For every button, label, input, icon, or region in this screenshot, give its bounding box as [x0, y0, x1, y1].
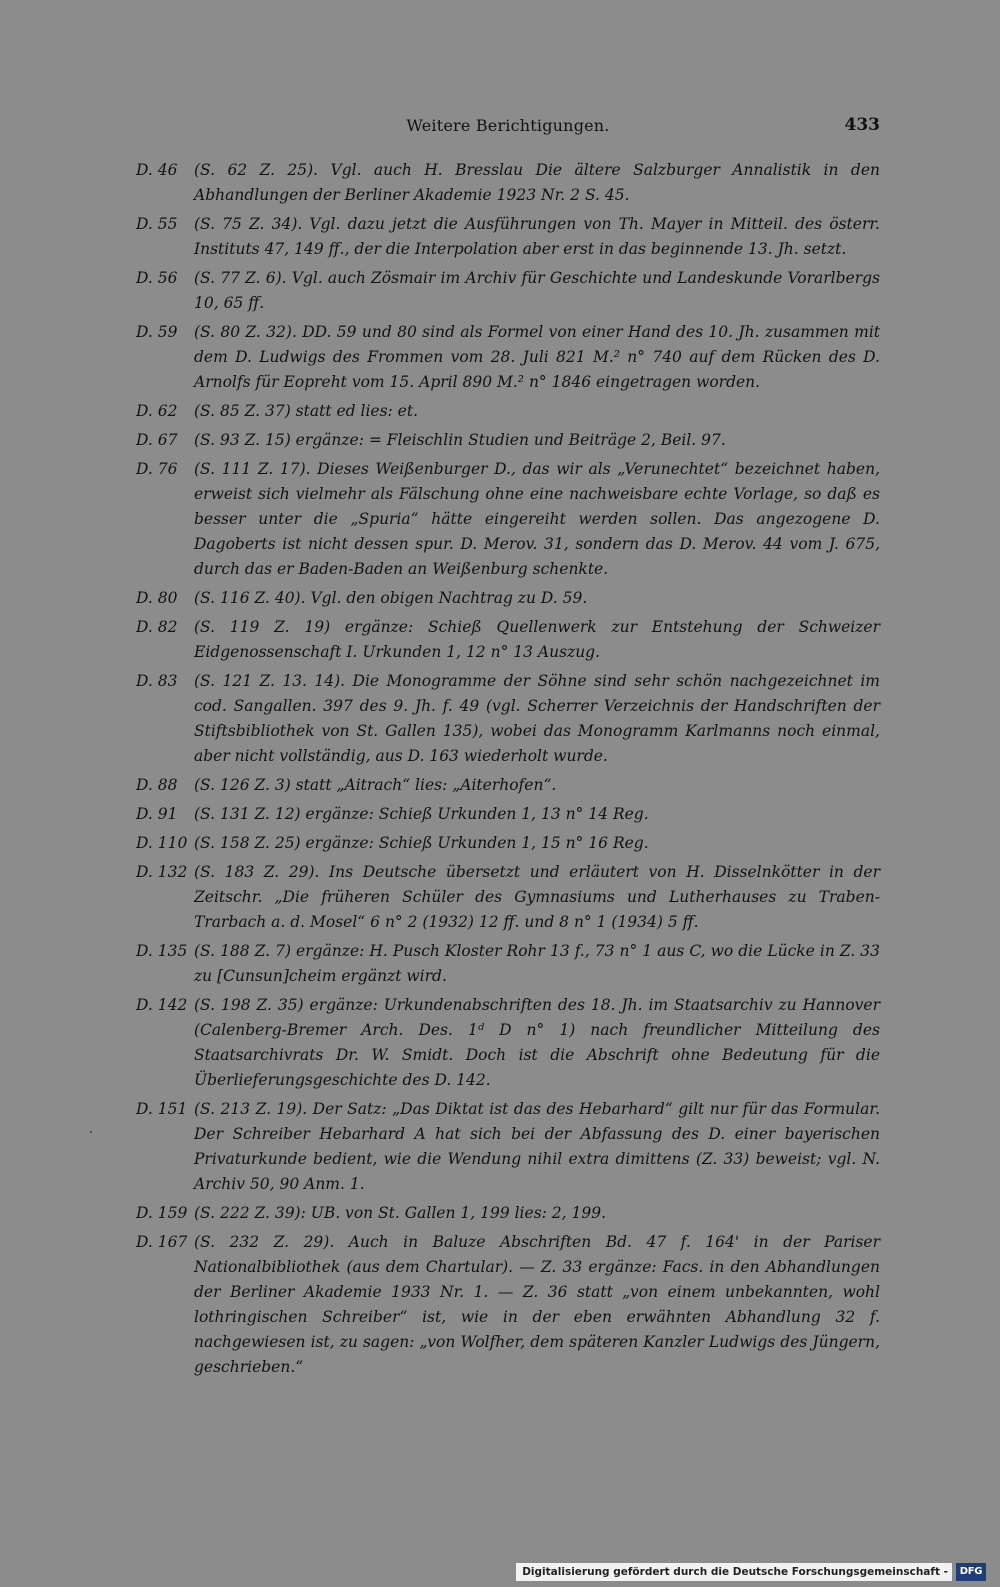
- entry-correction-text: (S. 198 Z. 35) ergänze: Urkundenabschriften des 18. Jh. im Staatsarchiv zu Hannover (Calenberg-Bremer Arch. Des. 1ᵈ D n° 1) nach freundlicher Mitteilung des Staatsarchivrats Dr. W. Smidt. Doch ist die Abschrift ohne Bedeutung für die Überlieferungsgeschichte des D. 142.: [194, 996, 880, 1089]
- entry-diploma-number: D. 159: [136, 1204, 188, 1222]
- correction-entry: [136, 615, 880, 665]
- correction-entry: [136, 939, 880, 989]
- corrections-list: [136, 158, 880, 1384]
- entry-correction-text: (S. 188 Z. 7) ergänze: H. Pusch Kloster Rohr 13 f., 73 n° 1 aus C, wo die Lücke in Z. 33 zu [Cunsun]cheim ergänzt wird.: [194, 942, 880, 985]
- correction-entry: [136, 831, 880, 856]
- entry-correction-text: (S. 111 Z. 17). Dieses Weißenburger D., das wir als „Verunechtet“ bezeichnet haben, erweist sich vielmehr als Fälschung ohne eine nachweisbare echte Vorlage, so daß es besser unter die „Spuria“ hätte eingereiht werden sollen. Das angezogene D. Dagoberts ist nicht dessen spur. D. Merov. 31, sondern das D. Merov. 44 vom J. 675, durch das er Baden-Baden an Weißenburg schenkte.: [194, 460, 880, 578]
- correction-entry: [136, 802, 880, 827]
- entry-diploma-number: D. 46: [136, 161, 178, 179]
- entry-diploma-number: D. 56: [136, 269, 178, 287]
- correction-entry: [136, 669, 880, 769]
- entry-diploma-number: D. 132: [136, 863, 188, 881]
- correction-entry: [136, 399, 880, 424]
- dfg-logo: DFG: [956, 1563, 986, 1581]
- correction-entry: [136, 428, 880, 453]
- correction-entry: [136, 457, 880, 582]
- entry-correction-text: (S. 80 Z. 32). DD. 59 und 80 sind als Formel von einer Hand des 10. Jh. zusammen mit dem D. Ludwigs des Frommen vom 28. Juli 821 M.² n° 740 auf dem Rücken des D. Arnolfs für Eopreht vom 15. April 890 M.² n° 1846 eingetragen worden.: [194, 323, 880, 391]
- entry-correction-text: (S. 93 Z. 15) ergänze: = Fleischlin Studien und Beiträge 2, Beil. 97.: [194, 431, 726, 449]
- correction-entry: [136, 993, 880, 1093]
- digitization-credit-text: Digitalisierung gefördert durch die Deutsche Forschungsgemeinschaft -: [522, 1566, 948, 1578]
- entry-correction-text: (S. 119 Z. 19) ergänze: Schieß Quellenwerk zur Entstehung der Schweizer Eidgenossenschaft I. Urkunden 1, 12 n° 13 Auszug.: [194, 618, 880, 661]
- digitization-credit: [516, 1563, 952, 1581]
- entry-correction-text: (S. 62 Z. 25). Vgl. auch H. Bresslau Die ältere Salzburger Annalistik in den Abhandlungen der Berliner Akademie 1923 Nr. 2 S. 45.: [194, 161, 880, 204]
- entry-correction-text: (S. 85 Z. 37) statt ed lies: et.: [194, 402, 419, 420]
- correction-entry: [136, 320, 880, 395]
- entry-diploma-number: D. 62: [136, 402, 178, 420]
- correction-entry: [136, 1201, 880, 1226]
- entry-correction-text: (S. 222 Z. 39): UB. von St. Gallen 1, 199 lies: 2, 199.: [194, 1204, 607, 1222]
- entry-diploma-number: D. 83: [136, 672, 178, 690]
- running-head: [136, 116, 880, 142]
- correction-entry: [136, 586, 880, 611]
- entry-diploma-number: D. 88: [136, 776, 178, 794]
- entry-correction-text: (S. 77 Z. 6). Vgl. auch Zösmair im Archiv für Geschichte und Landeskunde Vorarlbergs 10, 65 ff.: [194, 269, 880, 312]
- entry-diploma-number: D. 151: [136, 1100, 188, 1118]
- entry-diploma-number: D. 135: [136, 942, 188, 960]
- entry-diploma-number: D. 82: [136, 618, 178, 636]
- entry-correction-text: (S. 213 Z. 19). Der Satz: „Das Diktat ist das des Hebarhard“ gilt nur für das Formular. Der Schreiber Hebarhard A hat sich bei der Abfassung des D. einer bayerischen Privaturkunde bedient, wie die Wendung nihil extra dimittens (Z. 33) beweist; vgl. N. Archiv 50, 90 Anm. 1.: [194, 1100, 880, 1193]
- running-title: Weitere Berichtigungen.: [406, 116, 610, 135]
- entry-diploma-number: D. 91: [136, 805, 178, 823]
- entry-correction-text: (S. 232 Z. 29). Auch in Baluze Abschriften Bd. 47 f. 164' in der Pariser Nationalbibliothek (aus dem Chartular). — Z. 33 ergänze: Facs. in den Abhandlungen der Berliner Akademie 1933 Nr. 1. — Z. 36 statt „von einem unbekannten, wohl lothringischen Schreiber“ ist, wie in der eben erwähnten Abhandlung 32 f. nachgewiesen ist, zu sagen: „von Wolfher, dem späteren Kanzler Ludwigs des Jüngern, geschrieben.“: [194, 1233, 880, 1376]
- correction-entry: [136, 266, 880, 316]
- correction-entry: [136, 212, 880, 262]
- entry-diploma-number: D. 167: [136, 1233, 188, 1251]
- entry-correction-text: (S. 116 Z. 40). Vgl. den obigen Nachtrag zu D. 59.: [194, 589, 588, 607]
- entry-diploma-number: D. 67: [136, 431, 178, 449]
- correction-entry: [136, 1230, 880, 1380]
- entry-diploma-number: D. 142: [136, 996, 188, 1014]
- entry-diploma-number: D. 59: [136, 323, 178, 341]
- entry-correction-text: (S. 121 Z. 13. 14). Die Monogramme der Söhne sind sehr schön nachgezeichnet im cod. Sangallen. 397 des 9. Jh. f. 49 (vgl. Scherrer Verzeichnis der Handschriften der Stiftsbibliothek von St. Gallen 135), wobei das Monogramm Karlmanns noch einmal, aber nicht vollständig, aus D. 163 wiederholt wurde.: [194, 672, 880, 765]
- entry-diploma-number: D. 110: [136, 834, 188, 852]
- entry-diploma-number: D. 55: [136, 215, 178, 233]
- page-number: 433: [844, 115, 880, 135]
- entry-diploma-number: D. 80: [136, 589, 178, 607]
- entry-diploma-number: D. 76: [136, 460, 178, 478]
- correction-entry: [136, 860, 880, 935]
- entry-correction-text: (S. 126 Z. 3) statt „Aitrach“ lies: „Aiterhofen“.: [194, 776, 557, 794]
- correction-entry: [136, 158, 880, 208]
- scan-speck: [90, 1131, 92, 1133]
- entry-correction-text: (S. 75 Z. 34). Vgl. dazu jetzt die Ausführungen von Th. Mayer in Mitteil. des österr. Instituts 47, 149 ff., der die Interpolation aber erst in das beginnende 13. Jh. setzt.: [194, 215, 880, 258]
- entry-correction-text: (S. 183 Z. 29). Ins Deutsche übersetzt und erläutert von H. Disselnkötter in der Zeitschr. „Die früheren Schüler des Gymnasiums und Lutherhauses zu Traben-Trarbach a. d. Mosel“ 6 n° 2 (1932) 12 ff. und 8 n° 1 (1934) 5 ff.: [194, 863, 880, 931]
- correction-entry: [136, 1097, 880, 1197]
- entry-correction-text: (S. 131 Z. 12) ergänze: Schieß Urkunden 1, 13 n° 14 Reg.: [194, 805, 649, 823]
- correction-entry: [136, 773, 880, 798]
- entry-correction-text: (S. 158 Z. 25) ergänze: Schieß Urkunden 1, 15 n° 16 Reg.: [194, 834, 649, 852]
